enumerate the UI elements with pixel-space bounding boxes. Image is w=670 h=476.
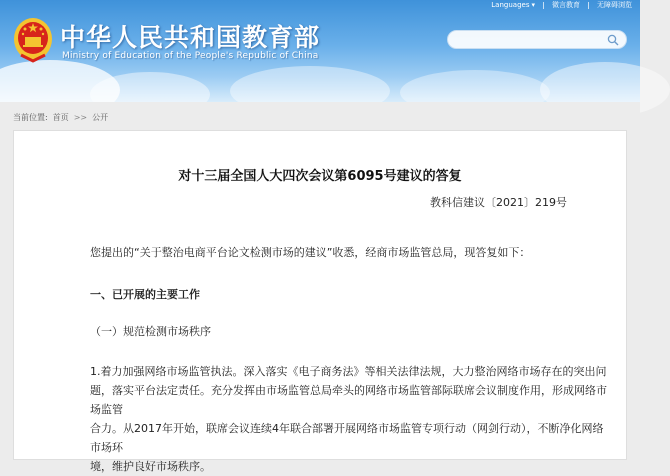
divider xyxy=(588,2,589,9)
site-header xyxy=(0,0,640,102)
body-paragraph xyxy=(90,362,610,476)
breadcrumb-public[interactable]: 公开 xyxy=(92,113,109,122)
paragraph-line: 题，落实平台法定责任。充分发挥由市场监管总局牵头的网络市场监管部际联席会议制度作用，形成网络市场监管 xyxy=(90,384,607,416)
accessibility-link[interactable]: 无障碍浏览 xyxy=(597,1,632,9)
national-emblem-icon[interactable] xyxy=(13,17,53,63)
greeting-paragraph: 您提出的“关于整治电商平台论文检测市场的建议”收悉，经商市场监管总局，现答复如下： xyxy=(90,246,531,259)
top-navigation xyxy=(491,0,632,10)
weibo-link[interactable]: 微言教育 xyxy=(552,1,580,9)
paragraph-line: 1.着力加强网络市场监管执法。深入落实《电子商务法》等相关法律法规，大力整治网络市场存在的突出问 xyxy=(90,365,607,378)
search-icon[interactable] xyxy=(607,34,619,46)
breadcrumb-home[interactable]: 首页 xyxy=(52,113,69,122)
chevron-down-icon: ▾ xyxy=(531,1,535,9)
chevron-right-icon: >> xyxy=(73,113,88,122)
languages-menu[interactable] xyxy=(491,1,535,9)
site-title[interactable]: 中华人民共和国教育部 xyxy=(60,23,321,52)
document-number: 教科信建议〔2021〕219号 xyxy=(430,196,567,209)
divider xyxy=(543,2,544,9)
site-subtitle: Ministry of Education of the People's Republic of China xyxy=(62,51,319,61)
search-input[interactable] xyxy=(448,35,598,52)
breadcrumb xyxy=(13,112,108,123)
paragraph-line: 境，维护良好市场秩序。 xyxy=(90,460,211,473)
subsection-heading: （一）规范检测市场秩序 xyxy=(90,325,211,338)
section-heading: 一、已开展的主要工作 xyxy=(90,288,200,301)
search-box xyxy=(447,30,627,49)
languages-label: Languages xyxy=(491,1,530,9)
paragraph-line: 合力。从2017年开始，联席会议连续4年联合部署开展网络市场监管专项行动（网剑行动），不断净化网络市场环 xyxy=(90,422,604,454)
breadcrumb-prefix: 当前位置: xyxy=(13,113,48,122)
document-title: 对十三届全国人大四次会议第6095号建议的答复 xyxy=(178,169,462,184)
